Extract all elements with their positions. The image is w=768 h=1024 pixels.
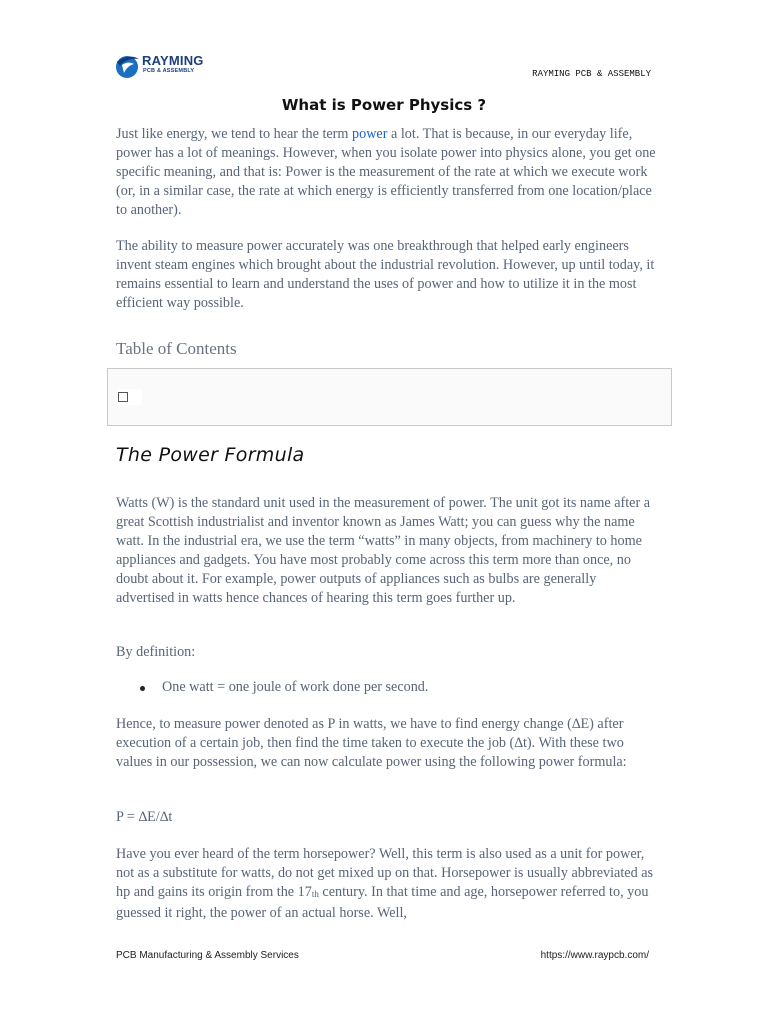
logo-subtitle: PCB & ASSEMBLY: [143, 68, 195, 74]
section-paragraph-4: [116, 845, 656, 923]
intro-text-start: Just like energy, we tend to hear the term: [116, 126, 352, 142]
footer-services: PCB Manufacturing & Assembly Services: [116, 950, 299, 961]
intro-text-end: a lot. That is because, in our everyday life, power has a lot of meanings. However, when you isolate power into physics alone, you get one specific meaning, and that is: Power is the measurement of the rate at which we execute work (or, in a similar case, the rate at which energy is efficiently transferred from one location/place to another).: [116, 126, 656, 218]
power-formula: P = ∆E/∆t: [116, 809, 173, 825]
power-link[interactable]: power: [352, 126, 388, 142]
toc-toggle[interactable]: [117, 389, 142, 405]
definition-label: By definition:: [116, 644, 196, 660]
section-paragraph-1: Watts (W) is the standard unit used in the measurement of power. The unit got its name after a great Scottish industrialist and inventor known as James Watt; you can guess why the name watt. In the industrial era, we use the term “watts” in many objects, from machinery to home appliances and gadgets. You have most probably come across this term more than once, no doubt about it. For example, power outputs of appliances such as bulbs are generally advertised in watts hence chances of hearing this term goes further up.: [116, 495, 651, 606]
bullet-item: One watt = one joule of work done per second.: [162, 679, 429, 695]
rayming-logo: [114, 50, 224, 82]
rayming-logo-icon: [114, 52, 140, 80]
intro-paragraph-1: [116, 125, 656, 220]
toc-heading: Table of Contents: [116, 339, 237, 358]
section-paragraph-3: Hence, to measure power denoted as P in watts, we have to find energy change (∆E) after execution of a certain job, then find the time taken to execute the job (∆t). With these two values in our possession, we can now calculate power using the following power formula:: [116, 716, 627, 770]
document-title: What is Power Physics ?: [281, 96, 487, 114]
horsepower-text-end: century. In that time and age, horsepower referred to, you guessed it right, the power of an actual horse. Well,: [116, 884, 649, 921]
footer-url-link[interactable]: https://www.raypcb.com/: [540, 950, 649, 961]
table-of-contents-box: [107, 368, 672, 426]
horsepower-text-start: Have you ever heard of the term horsepower? Well, this term is also used as a unit for power, not as a substitute for watts, do not get mixed up on that. Horsepower is usually abbreviated as hp and gains its origin from the 17: [116, 846, 654, 900]
bullet-icon: [140, 686, 145, 691]
checkbox-icon: [118, 392, 128, 402]
header-company-name: RAYMING PCB & ASSEMBLY: [532, 69, 651, 79]
intro-paragraph-2: The ability to measure power accurately was one breakthrough that helped early engineers invent steam engines which brought about the industrial revolution. However, up until today, it remains essential to learn and understand the uses of power and how to utilize it in the most efficient way possible.: [116, 238, 655, 311]
ordinal-suffix: th: [311, 889, 319, 899]
section-heading: The Power Formula: [116, 444, 305, 466]
logo-name: RAYMING: [142, 53, 204, 68]
